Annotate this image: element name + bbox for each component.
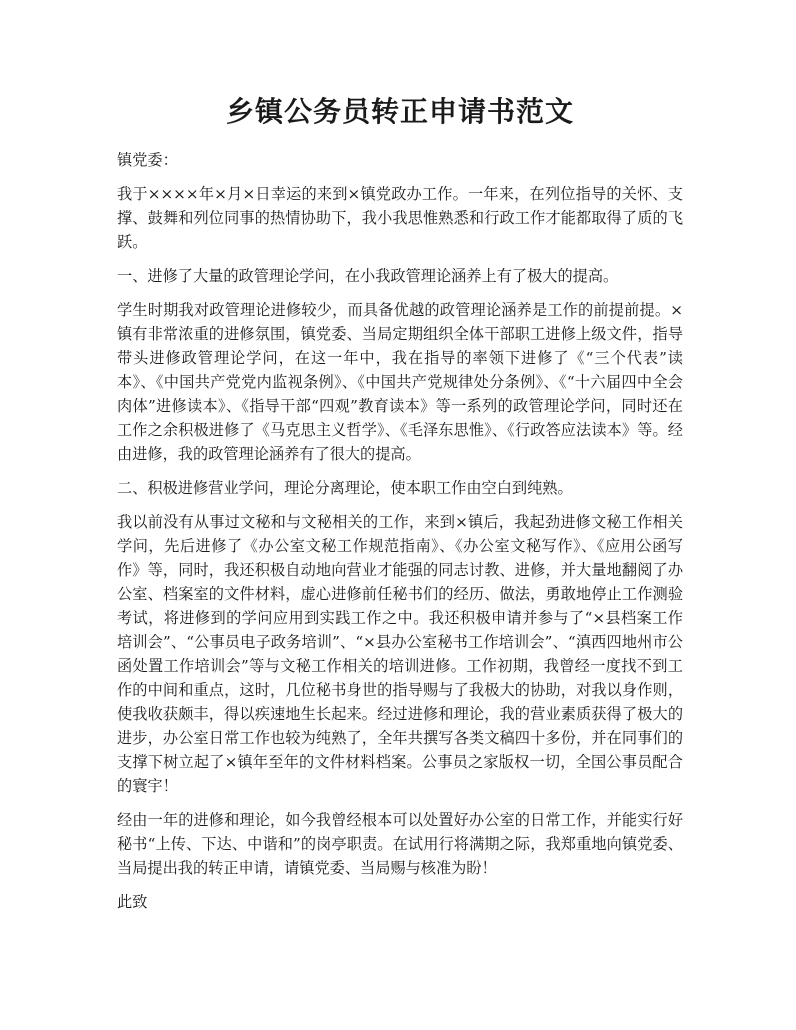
closing: 此致 [117, 893, 148, 911]
document-title: 乡镇公务员转正申请书范文 [225, 95, 574, 128]
section-heading-1: 一、进修了大量的政管理论学问，在小我政管理论涵养上有了极大的提高。 [117, 267, 619, 285]
paragraph-business: 我以前没有从事过文秘和与文秘相关的工作，来到×镇后，我起劲进修文秘工作相关学问，先后进修了《办公室文秘工作规范指南》、《办公室文秘写作》、《应用公函写作》等，同时，我还积极自动地向营业才能强的同志讨教、进修，并大量地翻阅了办公室、档案室的文件材料，虚心进修前任秘书们的经历、做法，勇敢地停止工作测验考试，将进修到的学问应用到实践工作之中。我还积极申请并参与了“×县档案工作培训会”、“公事员电子政务培训”、“×县办公室秘书工作培训会”、“滇西四地州市公函处置工作培训会”等与文秘工作相关的培训进修。工作初期，我曾经一度找不到工作的中间和重点，这时，几位秘书身世的指导赐与了我极大的协助，对我以身作则，使我收获颇丰，得以疾速地生长起来。经过进修和理论，我的营业素质获得了极大的进步，办公室日常工作也较为纯熟了，全年共撰写各类文稿四十多份，并在同事们的支撑下树立起了×镇年至年的文件材料档案。公事员之家版权一切，全国公事员配合的寰宇！ [117, 513, 683, 795]
paragraph-application: 经由一年的进修和理论，如今我曾经根本可以处置好办公室的日常工作，并能实行好秘书“上传、下达、中谐和”的岗亭职责。在试用行将满期之际，我郑重地向镇党委、当局提出我的转正申请，请镇党委、当局赐与核准为盼！ [117, 811, 683, 877]
paragraph-intro: 我于××××年×月×日幸运的来到×镇党政办工作。一年来，在列位指导的关怀、支撑、鼓舞和列位同事的热情协助下，我小我思惟熟悉和行政工作才能都取得了质的飞跃。 [117, 185, 683, 251]
salutation: 镇党委： [117, 151, 178, 169]
document-body [117, 148, 683, 924]
section-heading-2: 二、积极进修营业学问，理论分离理论，使本职工作由空白到纯熟。 [117, 479, 573, 497]
paragraph-theory: 学生时期我对政管理论进修较少，而具备优越的政管理论涵养是工作的前提前提。×镇有非常浓重的进修氛围，镇党委、当局定期组织全体干部职工进修上级文件，指导带头进修政管理论学问，在这一年中，我在指导的率领下进修了《“三个代表”读本》、《中国共产党党内监视条例》、《中国共产党规律处分条例》、《“十六届四中全会肉体”进修读本》、《指导干部“四观”教育读本》等一系列的政管理论学问，同时还在工作之余积极进修了《马克思主义哲学》、《毛泽东思惟》、《行政答应法读本》等。经由进修，我的政管理论涵养有了很大的提高。 [117, 301, 683, 463]
